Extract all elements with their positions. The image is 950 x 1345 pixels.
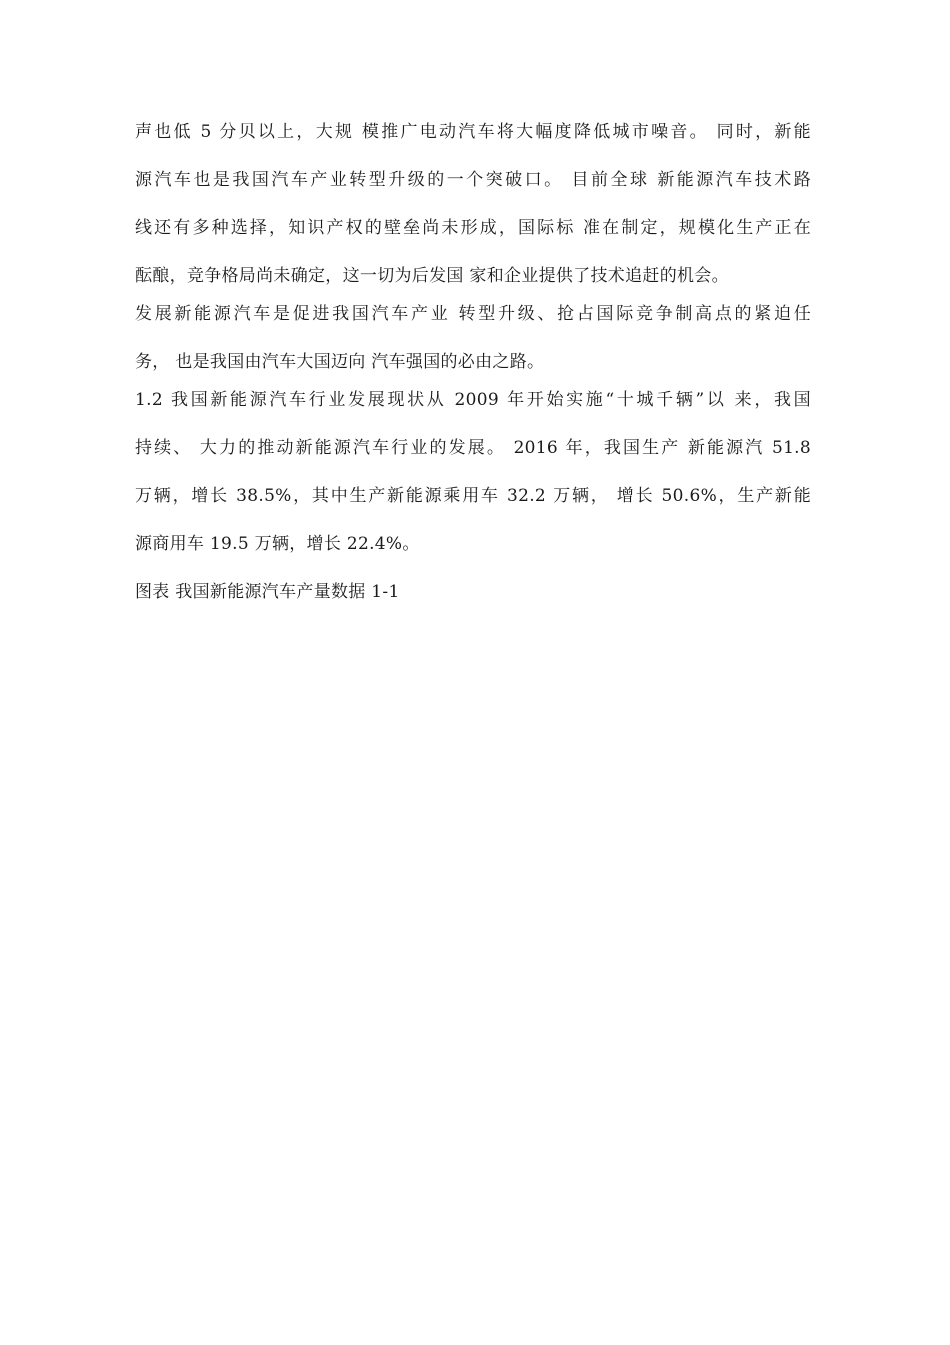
paragraph-1-line-1: 声也低 5 分贝以上，大规 模推广电动汽车将大幅度降低城市噪音。 同时，新能 <box>135 122 811 142</box>
paragraph-2-line-3: 万辆，增长 38.5%，其中生产新能源乘用车 32.2 万辆， 增长 50.6%，生产新能 <box>135 486 811 506</box>
paragraph-2-line-2: 持续、 大力的推动新能源汽车行业的发展。 2016 年，我国生产 新能源汽 51.8 <box>135 438 811 458</box>
paragraph-1-line-2: 源汽车也是我国汽车产业转型升级的一个突破口。 目前全球 新能源汽车技术路 <box>135 170 811 190</box>
figure-caption: 图表 我国新能源汽车产量数据 1-1 <box>135 582 400 602</box>
paragraph-1-line-3: 线还有多种选择，知识产权的壁垒尚未形成，国际标 准在制定，规模化生产正在 <box>135 218 811 238</box>
paragraph-2-line-1: 1.2 我国新能源汽车行业发展现状从 2009 年开始实施“十城千辆”以 来，我国 <box>135 390 811 410</box>
paragraph-2-line-4: 源商用车 19.5 万辆，增长 22.4%。 <box>135 534 420 554</box>
paragraph-1-line-5: 发展新能源汽车是促进我国汽车产业 转型升级、抢占国际竞争制高点的紧迫任 <box>135 304 811 324</box>
paragraph-1-line-4: 酝酿，竞争格局尚未确定，这一切为后发国 家和企业提供了技术追赶的机会。 <box>135 266 729 286</box>
document-page <box>135 120 811 604</box>
paragraph-1-line-6: 务， 也是我国由汽车大国迈向 汽车强国的必由之路。 <box>135 352 545 372</box>
